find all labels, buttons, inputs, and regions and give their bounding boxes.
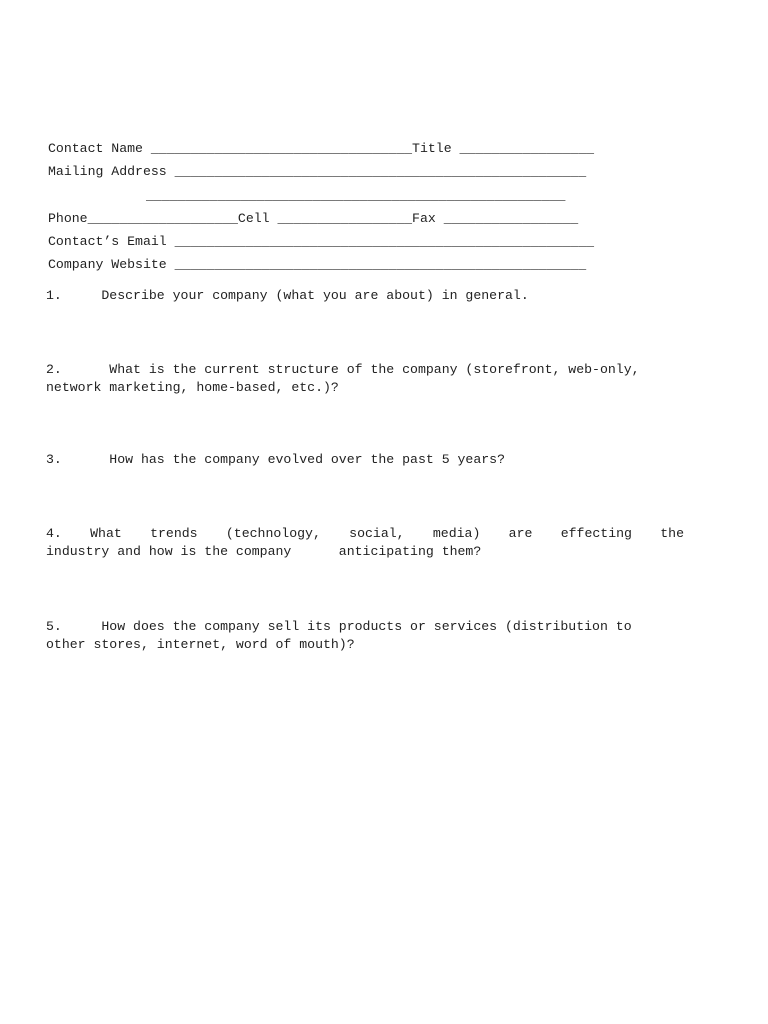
question-3 xyxy=(46,451,736,469)
question-1-text: 1. Describe your company (what you are about) in general. xyxy=(46,288,529,303)
question-5-line-2: other stores, internet, word of mouth)? xyxy=(46,637,355,652)
mailing-address-continued-field[interactable]: _____________________________________________________ xyxy=(146,188,566,203)
company-website-field[interactable]: Company Website ____________________________________________________ xyxy=(48,257,587,272)
question-4-line-1: 4. What trends (technology, social, media) are effecting the xyxy=(46,526,684,541)
contact-email-field[interactable]: Contact’s Email _____________________________________________________ xyxy=(48,234,595,249)
question-3-text: 3. How has the company evolved over the past 5 years? xyxy=(46,452,505,467)
question-4-line-2: industry and how is the company anticipating them? xyxy=(46,544,482,559)
question-5-line-1: 5. How does the company sell its products or services (distribution to xyxy=(46,619,632,634)
question-4 xyxy=(46,525,684,561)
phone-cell-fax-field[interactable]: Phone___________________Cell _________________Fax _________________ xyxy=(48,211,579,226)
contact-name-title-field[interactable]: Contact Name _________________________________Title _________________ xyxy=(48,141,595,156)
question-5 xyxy=(46,618,736,654)
mailing-address-field[interactable]: Mailing Address ____________________________________________________ xyxy=(48,164,587,179)
question-2-line-1: 2. What is the current structure of the company (storefront, web-only, xyxy=(46,362,640,377)
question-1 xyxy=(46,287,736,305)
question-2 xyxy=(46,361,736,397)
question-2-line-2: network marketing, home-based, etc.)? xyxy=(46,380,339,395)
